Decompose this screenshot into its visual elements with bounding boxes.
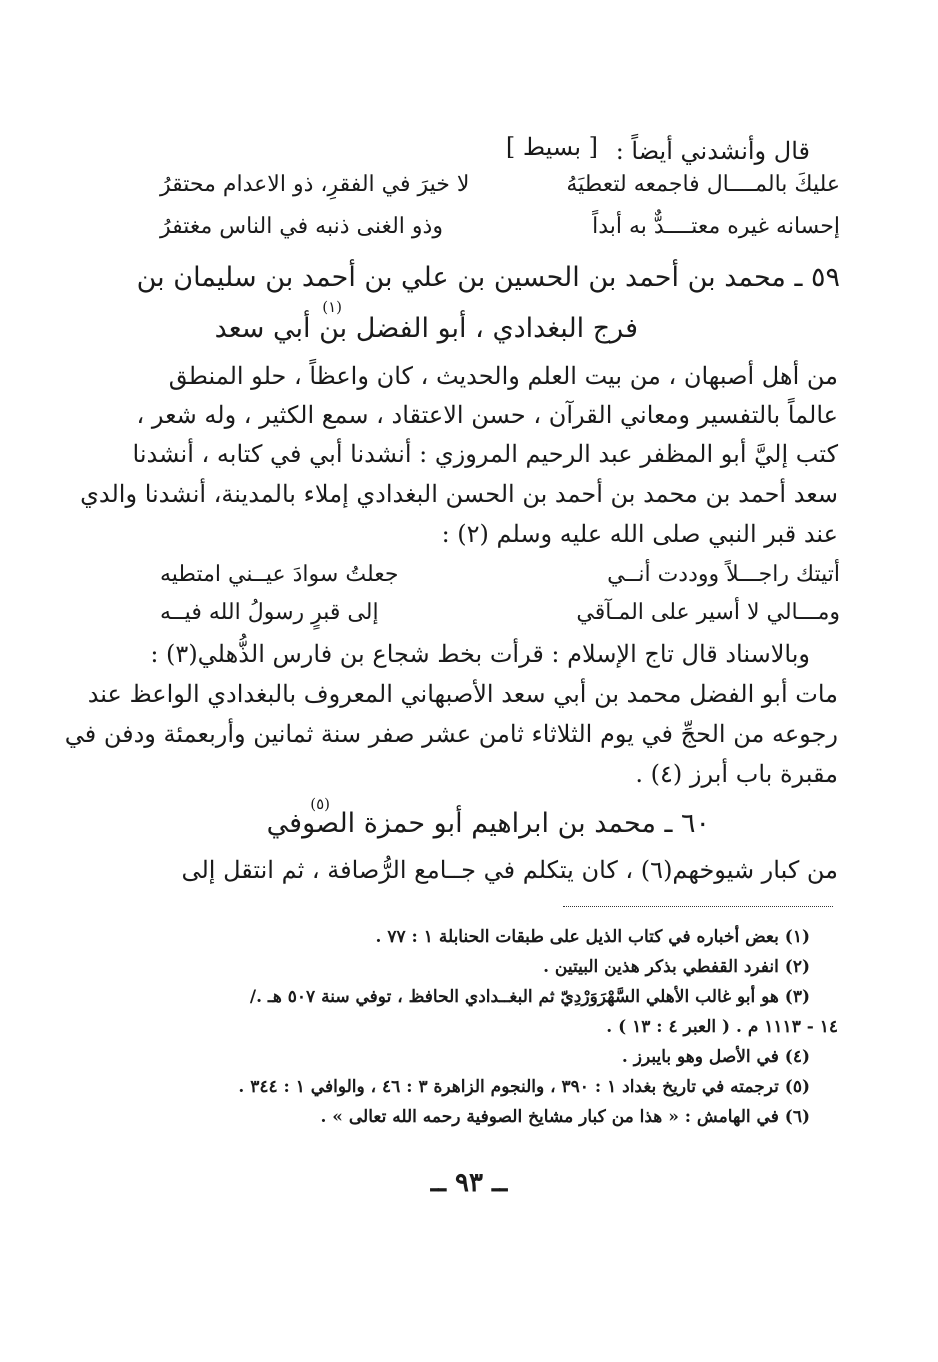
entry-heading: ٦٠ ـ محمد بن ابراهيم أبو حمزة الصوفي xyxy=(266,808,710,839)
entry-heading: فرج البغدادي ، أبو الفضل بن أبي سعد xyxy=(214,313,638,344)
footnote: (٦) في الهامش : « هذا من كبار مشايخ الصوفية رحمه الله تعالى » . xyxy=(320,1107,810,1127)
body-line: من أهل أصبهان ، من بيت العلم والحديث ، كان واعظاً ، حلو المنطق xyxy=(168,362,838,390)
body-line: مقبرة باب أبرز (٤) . xyxy=(635,760,838,788)
verse-hemistich: أتيتك راجـــلاً ووددت أنــي xyxy=(607,562,840,587)
body-line: سعد أحمد بن محمد بن أحمد بن الحسن البغدادي إملاء بالمدينة، أنشدنا والدي xyxy=(80,480,838,508)
body-line: عند قبر النبي صلى الله عليه وسلم (٢) : xyxy=(441,520,838,548)
verse-hemistich: إحسانه غيره معتــــدٌّ به أبداً xyxy=(592,214,840,239)
verse-hemistich: ومـــالي لا أسير على المـآقي xyxy=(576,600,840,625)
body-line: وبالاسناد قال تاج الإسلام : قرأت بخط شجاع بن فارس الذُّهلي(٣) : xyxy=(150,640,810,668)
footnote: (٢) انفرد القفطي بذكر هذين البيتين . xyxy=(543,957,810,977)
footnote: ١٤ - ١١١٣ م . ( العبر ٤ : ١٣ ) . xyxy=(606,1017,838,1037)
body-line: من كبار شيوخهم(٦) ، كان يتكلم في جــامع الرُّصافة ، ثم انتقل إلى xyxy=(181,856,838,884)
heading-footnote-ref: (١) xyxy=(322,298,342,316)
body-line: رجوعه من الحجِّ في يوم الثلاثاء ثامن عشر صفر سنة ثمانين وأربعمئة ودفن في xyxy=(64,720,838,748)
verse-hemistich: لا خيرَ في الفقرِ، ذو الاعدام محتقرُ xyxy=(160,172,470,197)
footnote: (١) بعض أخباره في كتاب الذيل على طبقات الحنابلة ١ : ٧٧ . xyxy=(375,927,810,947)
footnote: (٥) ترجمته في تاريخ بغداد ١ : ٣٩٠ ، والنجوم الزاهرة ٣ : ٤٦ ، والوافي ١ : ٣٤٤ . xyxy=(238,1077,810,1097)
poem-intro: قال وأنشدني أيضاً : xyxy=(615,137,810,165)
footnote: (٤) في الأصل وهو بايبرز . xyxy=(621,1047,810,1067)
verse-hemistich: إلى قبرٍ رسولُ الله فيــه xyxy=(160,600,379,625)
body-line: مات أبو الفضل محمد بن أبي سعد الأصبهاني المعروف بالبغدادي الواعظ عند xyxy=(87,680,838,708)
meter-label: [ بسيط ] xyxy=(505,133,598,161)
body-line: عالماً بالتفسير ومعاني القرآن ، حسن الاعتقاد ، سمع الكثير ، وله شعر ، xyxy=(136,401,838,429)
heading-footnote-ref: (٥) xyxy=(310,795,330,813)
footnote-separator xyxy=(563,906,833,907)
footnote: (٣) هو أبو غالب الأهلي السَّهْرَوَرْدِيّ ثم البغــدادي الحافظ ، توفي سنة ٥٠٧ هـ ./ xyxy=(249,987,810,1007)
entry-heading: ٥٩ ـ محمد بن أحمد بن الحسين بن علي بن أحمد بن سليمان بن xyxy=(136,262,840,293)
body-line: كتب إليَّ أبو المظفر عبد الرحيم المروزي : أنشدنا أبي في كتابه ، أنشدنا xyxy=(132,440,838,468)
verse-hemistich: جعلتُ سوادَ عيــني امتطيه xyxy=(160,562,399,587)
verse-hemistich: وذو الغنى ذنبه في الناس مغتفرُ xyxy=(160,214,443,239)
verse-hemistich: عليكَ بالمــــال فاجمعه لتعطيَهُ xyxy=(566,172,840,197)
page-number: ــ ٩٣ ــ xyxy=(430,1168,508,1198)
